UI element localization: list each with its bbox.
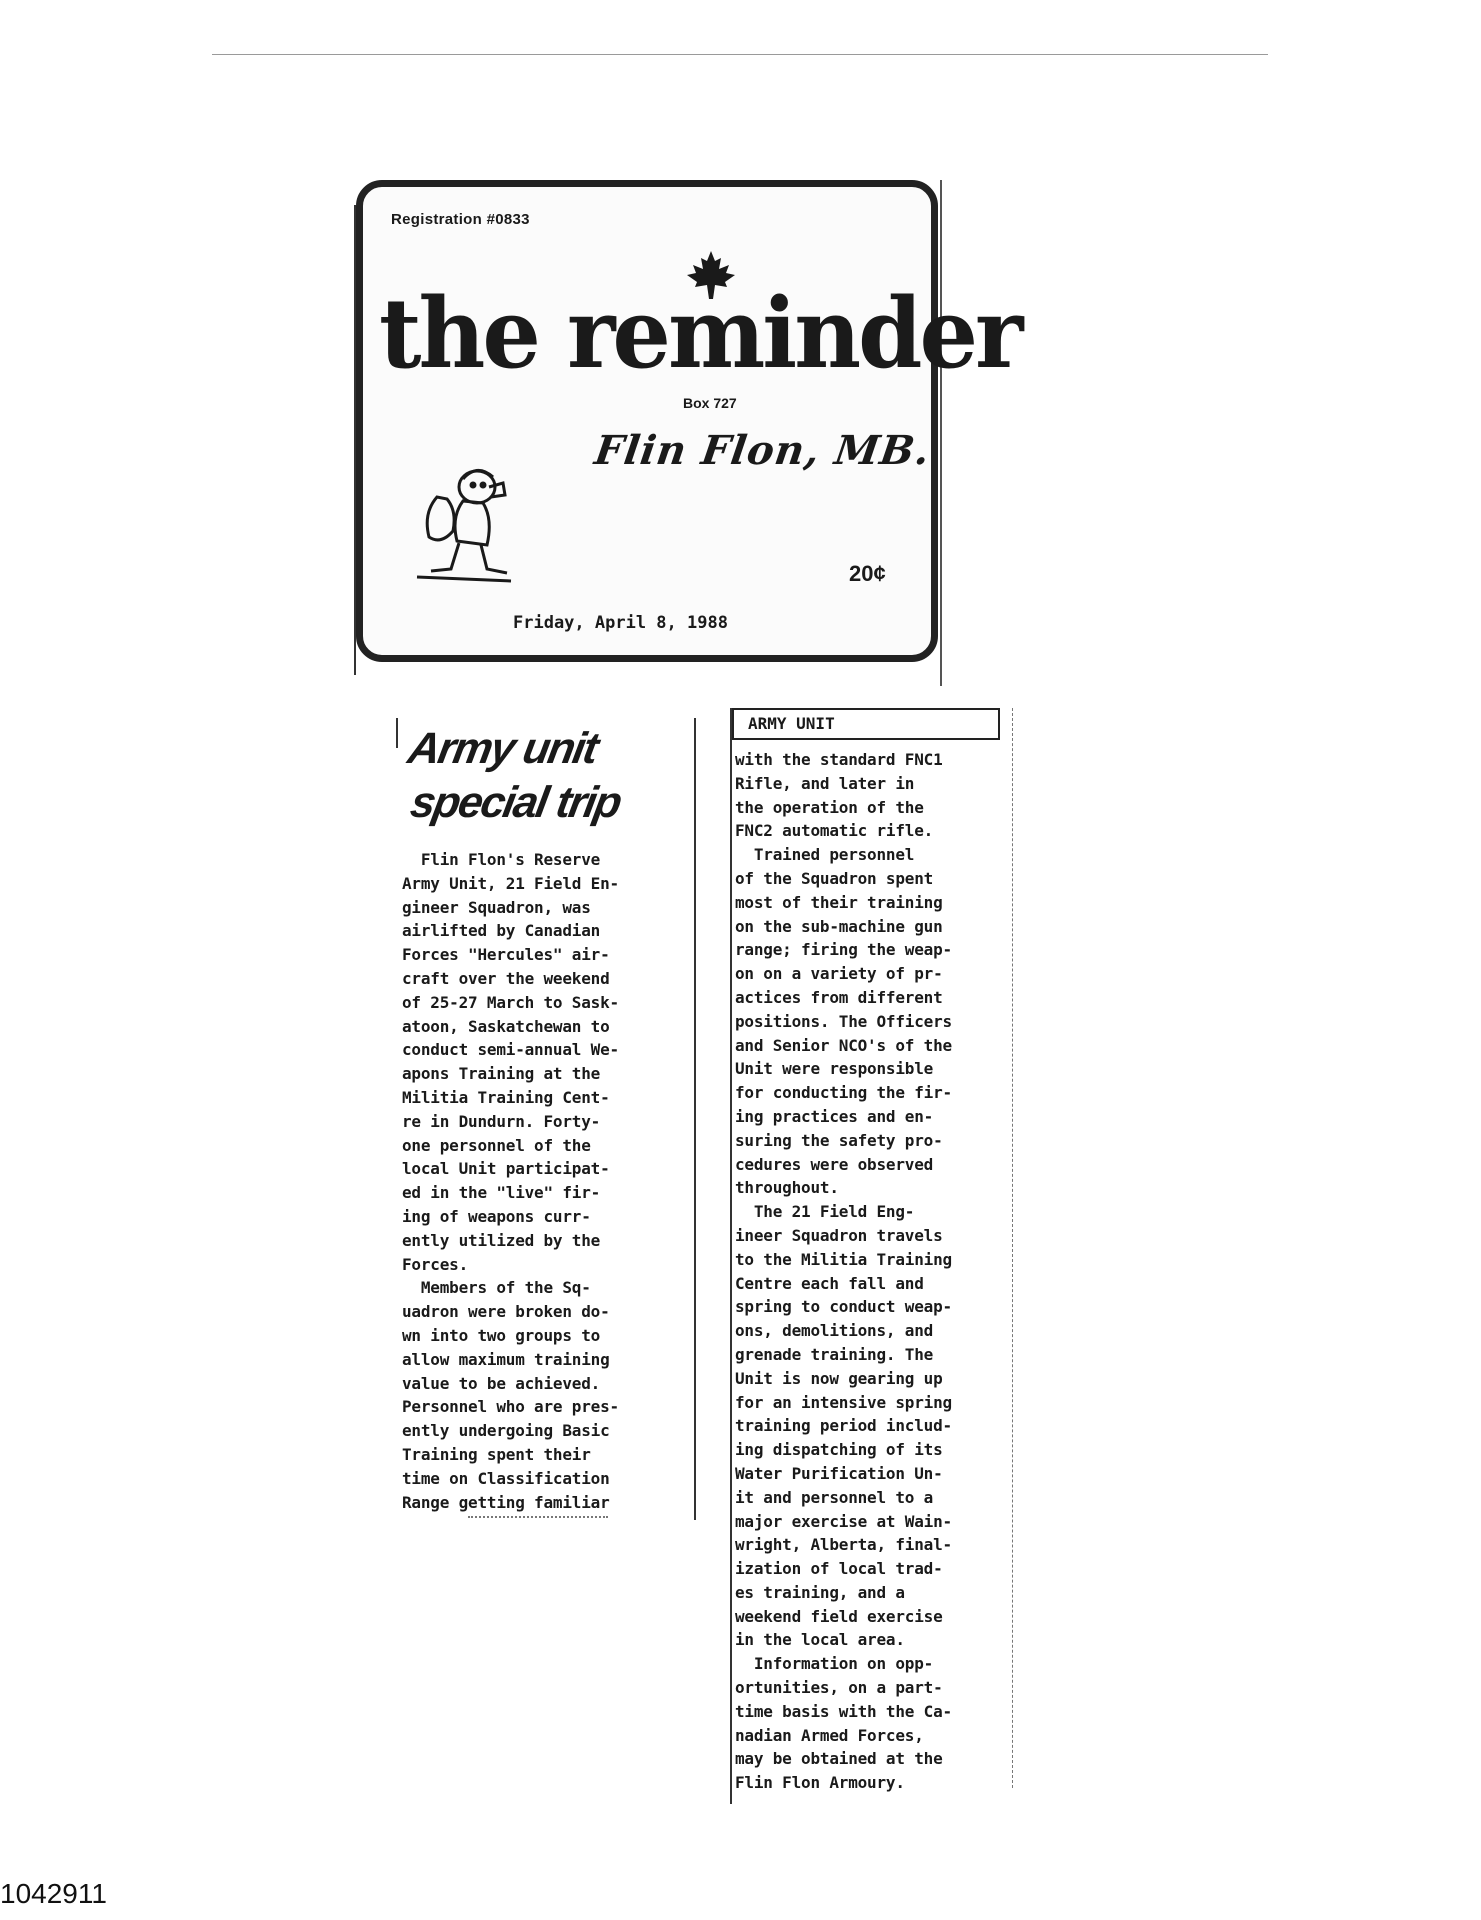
article-line: conduct semi-annual We- xyxy=(402,1040,619,1060)
article-line: actices from different xyxy=(735,987,943,1007)
article-line: one personnel of the xyxy=(402,1135,591,1155)
article-line: may be obtained at the xyxy=(735,1749,943,1769)
article-line: Members of the Sq- xyxy=(402,1278,591,1298)
article-line: it and personnel to a xyxy=(735,1487,934,1507)
article-line: local Unit participat- xyxy=(402,1159,610,1179)
headline-line-2: special trip xyxy=(407,778,624,827)
article-line: Trained personnel xyxy=(735,845,915,865)
article-line: Rifle, and later in xyxy=(735,773,915,793)
article-line: es training, and a xyxy=(735,1582,905,1602)
article-line: wn into two groups to xyxy=(402,1325,601,1345)
article-column-2 xyxy=(735,748,952,1795)
article-line: ently utilized by the xyxy=(402,1230,601,1250)
article-line: craft over the weekend xyxy=(402,968,610,988)
article-line: allow maximum training xyxy=(402,1349,610,1369)
article-line: Information on opp- xyxy=(735,1654,934,1674)
article-line: gineer Squadron, was xyxy=(402,897,591,917)
article-line: on on a variety of pr- xyxy=(735,964,943,984)
article-headline xyxy=(394,722,693,830)
article-line: time on Classification xyxy=(402,1468,610,1488)
article-column-1 xyxy=(402,848,619,1514)
article-line: weekend field exercise xyxy=(735,1606,943,1626)
article-line: in the local area. xyxy=(735,1630,905,1650)
article-line: positions. The Officers xyxy=(735,1011,952,1031)
article-line: spring to conduct weap- xyxy=(735,1297,952,1317)
article-line: suring the safety pro- xyxy=(735,1130,943,1150)
article-line: ing practices and en- xyxy=(735,1106,934,1126)
article-line: ing dispatching of its xyxy=(735,1440,943,1460)
article-line: for conducting the fir- xyxy=(735,1083,952,1103)
column-1-left-rule xyxy=(396,718,398,748)
article-line: Water Purification Un- xyxy=(735,1463,943,1483)
issue-date: Friday, April 8, 1988 xyxy=(513,613,728,633)
article-line: ons, demolitions, and xyxy=(735,1321,934,1341)
article-line: ing of weapons curr- xyxy=(402,1206,591,1226)
article-line: training period includ- xyxy=(735,1416,952,1436)
article-line: Militia Training Cent- xyxy=(402,1087,610,1107)
article-line: Army Unit, 21 Field En- xyxy=(402,873,619,893)
registration-number: Registration #0833 xyxy=(391,211,530,228)
price: 20¢ xyxy=(849,561,886,586)
article-line: major exercise at Wain- xyxy=(735,1511,952,1531)
article-line: most of their training xyxy=(735,892,943,912)
article-line: for an intensive spring xyxy=(735,1392,952,1412)
article-line: to the Militia Training xyxy=(735,1249,952,1269)
masthead-right-rule xyxy=(940,180,942,686)
top-divider-line xyxy=(212,54,1268,55)
article-line: Forces. xyxy=(402,1254,469,1274)
document-id: 1042911 xyxy=(0,1878,107,1909)
article-line: Unit were responsible xyxy=(735,1059,934,1079)
headline-line-1: Army unit xyxy=(404,724,601,773)
article-line: grenade training. The xyxy=(735,1344,934,1364)
article-line: Range getting familiar xyxy=(402,1492,610,1512)
article-line: and Senior NCO's of the xyxy=(735,1035,952,1055)
column-1-right-rule xyxy=(694,718,696,1520)
article-line: airlifted by Canadian xyxy=(402,921,601,941)
article-line: ization of local trad- xyxy=(735,1559,943,1579)
article-line: ineer Squadron travels xyxy=(735,1225,943,1245)
article-line: value to be achieved. xyxy=(402,1373,601,1393)
article-line: Forces "Hercules" air- xyxy=(402,945,610,965)
newspaper-masthead xyxy=(356,180,1021,662)
article-line: of 25-27 March to Sask- xyxy=(402,992,619,1012)
article-line: atoon, Saskatchewan to xyxy=(402,1016,610,1036)
article-line: re in Dundurn. Forty- xyxy=(402,1111,601,1131)
article-line: nadian Armed Forces, xyxy=(735,1725,924,1745)
article-line: uadron were broken do- xyxy=(402,1302,610,1322)
article-line: ently undergoing Basic xyxy=(402,1421,610,1441)
article-line: Flin Flon's Reserve xyxy=(402,850,601,869)
article-line: on the sub-machine gun xyxy=(735,916,943,936)
article-line: the operation of the xyxy=(735,797,924,817)
article-line: throughout. xyxy=(735,1178,839,1198)
column-2-right-rule xyxy=(1012,708,1013,1788)
location-script: Flin Flon, MB. xyxy=(591,427,934,474)
article-line: range; firing the weap- xyxy=(735,940,952,960)
newspaper-title: the reminder xyxy=(379,276,1021,390)
article-line: of the Squadron spent xyxy=(735,868,934,888)
article-line: ortunities, on a part- xyxy=(735,1678,943,1698)
prospector-mascot-icon xyxy=(407,457,519,589)
article-line: Centre each fall and xyxy=(735,1273,924,1293)
article-line: wright, Alberta, final- xyxy=(735,1535,952,1555)
box-number: Box 727 xyxy=(683,395,737,411)
article-line: with the standard FNC1 xyxy=(735,750,943,769)
article-line: Training spent their xyxy=(402,1444,591,1464)
article-line: FNC2 automatic rifle. xyxy=(735,821,934,841)
column-2-left-rule xyxy=(730,708,732,1804)
article-line: apons Training at the xyxy=(402,1064,601,1084)
article-line: ed in the "live" fir- xyxy=(402,1183,601,1203)
article-line: Personnel who are pres- xyxy=(402,1397,619,1417)
continued-marker xyxy=(468,1516,608,1524)
article-line: time basis with the Ca- xyxy=(735,1701,952,1721)
article-line: The 21 Field Eng- xyxy=(735,1202,915,1222)
article-line: cedures were observed xyxy=(735,1154,934,1174)
column-label-box: ARMY UNIT xyxy=(732,708,1000,740)
article-line: Unit is now gearing up xyxy=(735,1368,943,1388)
article-line: Flin Flon Armoury. xyxy=(735,1773,905,1793)
